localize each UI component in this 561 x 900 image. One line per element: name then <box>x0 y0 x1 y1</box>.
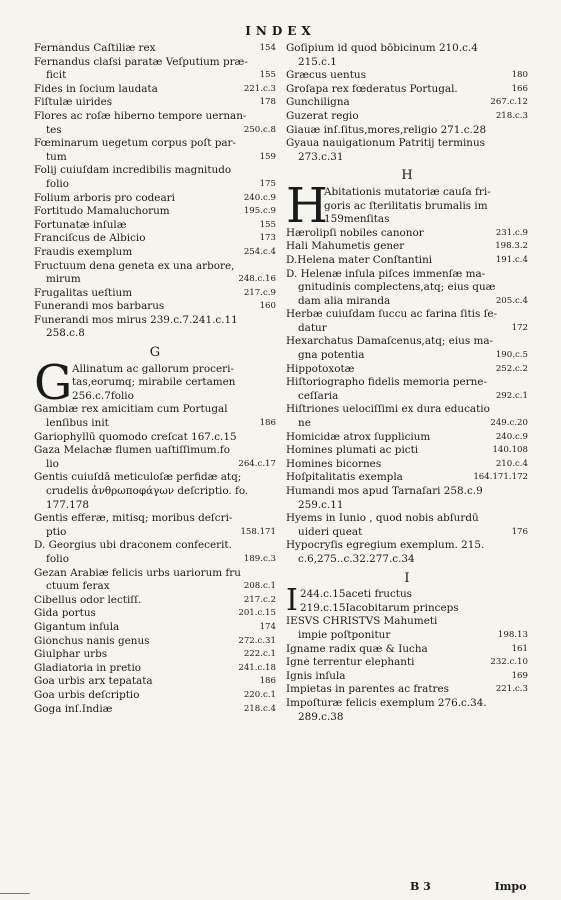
entry-text: Groſapa rex fœderatus Portugal. <box>286 82 458 95</box>
continuation-text: c.6,275..c.32.277.c.34 <box>298 552 415 565</box>
entry-reference: 292.c.1 <box>495 390 528 401</box>
index-entry <box>34 56 276 83</box>
entry-reference: 250.c.8 <box>243 124 276 135</box>
entry-text: Fernandus Caſtiliæ rex <box>34 42 156 54</box>
continuation-text: folio <box>46 552 70 565</box>
continuation-text: gnitudinis complectens,atq; eius quæ <box>298 281 496 294</box>
index-entry <box>286 363 528 377</box>
index-entry <box>34 444 276 471</box>
entry-text: Homines bicornes <box>286 457 382 470</box>
index-entry <box>34 675 276 689</box>
entry-reference: 186 <box>259 676 276 687</box>
entry-reference: 248.c.16 <box>238 274 276 285</box>
entry-text: Gentis efferæ, mitisq; moribus deſcri- <box>34 512 233 525</box>
section-letter: I <box>404 570 410 586</box>
entry-continuation <box>34 485 276 499</box>
index-entry <box>34 232 276 246</box>
entry-text: Hoſpitalitatis exempla <box>286 471 403 484</box>
continuation-text: 215.c.1 <box>298 55 337 68</box>
entry-text: Cibellus odor lectiſſ. <box>34 593 142 606</box>
entry-text: Homicidæ atrox ſupplicium <box>286 430 431 443</box>
entry-text: Gambiæ rex amicitiam cum Portugal <box>34 403 228 416</box>
entry-text: Fraudis exemplum <box>34 245 133 258</box>
entry-continuation <box>286 151 528 165</box>
section-letter: H <box>401 168 413 184</box>
entry-text: Gyaua nauigationum Patritij terminus <box>286 137 485 150</box>
entry-text: Frugalitas ueſtium <box>34 286 133 299</box>
index-entry <box>34 539 276 566</box>
index-entry <box>34 689 276 703</box>
entry-text: goris ac ſterilitatis brumalis im <box>324 199 488 212</box>
entry-text: folio <box>110 389 134 402</box>
entry-reference: 272.c.31 <box>238 635 276 646</box>
continuation-text: uideri queat <box>298 525 363 538</box>
entry-text: Fiſtulæ uirides <box>34 96 113 109</box>
index-entry <box>34 110 276 137</box>
entry-text: Gladiatoria in pretio <box>34 661 142 674</box>
entry-reference: 218.c.4 <box>243 703 276 714</box>
continuation-text: ficit <box>46 69 67 82</box>
index-entry <box>34 512 276 539</box>
index-entry <box>286 240 528 254</box>
entry-reference: 186 <box>259 418 276 429</box>
entry-text: Iacobitarum princeps <box>345 601 459 614</box>
index-entry <box>286 683 528 697</box>
entry-continuation <box>286 281 528 295</box>
index-entry <box>286 227 528 241</box>
entry-reference: 201.c.15 <box>238 608 276 619</box>
continuation-text: 258.c.8 <box>46 327 85 340</box>
entry-continuation <box>286 526 528 540</box>
continuation-text: 177.178 <box>46 498 89 511</box>
entry-reference: 164.171.172 <box>473 472 528 483</box>
entry-continuation <box>286 629 528 643</box>
entry-text: Igname radix quæ & Iucha <box>286 642 428 655</box>
entry-text: Gariophyllū quomodo creſcat 167.c.15 <box>34 430 237 443</box>
entry-continuation <box>34 499 276 513</box>
entry-reference: 155 <box>259 219 276 230</box>
index-entry <box>34 621 276 635</box>
entry-text: Impietas in parentes ac fratres <box>286 683 449 696</box>
continuation-text: lio <box>46 457 59 470</box>
continuation-text: ceſſaria <box>298 389 339 402</box>
entry-text: Gunchiligna <box>286 96 350 109</box>
section-letter: G <box>149 345 161 361</box>
index-entry <box>286 42 528 69</box>
dropcap-line <box>72 390 276 404</box>
entry-text: D.Helena mater Conſtantini <box>286 253 433 266</box>
bottom-rule <box>0 893 30 894</box>
index-entry <box>34 635 276 649</box>
index-entry <box>286 268 528 309</box>
entry-reference: 252.c.2 <box>495 363 528 374</box>
entry-reference: 159 <box>259 151 276 162</box>
index-entry <box>34 287 276 301</box>
entry-reference: 218.c.3 <box>495 110 528 121</box>
entry-reference: 191.c.4 <box>495 254 528 265</box>
continuation-text: tum <box>46 150 67 163</box>
left-column <box>34 42 276 716</box>
dropcap-entry <box>286 583 528 619</box>
entry-text: Fœminarum uegetum corpus poſt par- <box>34 137 237 150</box>
entry-reference: 154 <box>259 43 276 53</box>
entry-continuation <box>286 56 528 70</box>
entry-reference: 241.c.18 <box>238 662 276 673</box>
entry-reference: 256.c.7 <box>72 389 111 402</box>
index-entry <box>286 615 528 642</box>
entry-text: Homines plumati ac picti <box>286 444 419 457</box>
entry-reference: 217.c.9 <box>243 287 276 298</box>
entry-text: Goa urbis deſcriptio <box>34 688 140 701</box>
entry-continuation <box>286 417 528 431</box>
entry-reference: 208.c.1 <box>243 581 276 592</box>
entry-continuation <box>34 178 276 192</box>
drop-capital: I <box>286 583 298 619</box>
entry-continuation <box>34 69 276 83</box>
index-entry <box>34 648 276 662</box>
index-entry <box>34 42 276 56</box>
index-entry <box>286 335 528 362</box>
dropcap-line <box>324 213 528 227</box>
index-entry <box>34 137 276 164</box>
entry-continuation <box>34 273 276 287</box>
entry-reference: 210.c.4 <box>495 458 528 469</box>
entry-reference: 221.c.3 <box>243 83 276 94</box>
entry-reference: 232.c.10 <box>490 657 528 668</box>
entry-text: Fructuum dena geneta ex una arbore, <box>34 259 235 272</box>
entry-text: Gezan Arabiæ felicis urbs uariorum fru <box>34 566 241 579</box>
index-entry <box>286 512 528 539</box>
entry-reference: 140.108 <box>492 445 528 456</box>
index-entry <box>286 69 528 83</box>
entry-reference: 160 <box>259 301 276 312</box>
entry-reference: 189.c.3 <box>243 553 276 564</box>
index-entry <box>286 471 528 485</box>
entry-text: Gentis cuiuſdā meticuloſæ perfidæ atq; <box>34 471 242 484</box>
drop-capital: G <box>34 354 73 411</box>
entry-text: menſitas <box>343 213 390 226</box>
entry-text: Græcus uentus <box>286 69 366 82</box>
entry-reference: 195.c.9 <box>243 206 276 217</box>
index-entry <box>286 124 528 138</box>
entry-text: Fortitudo Mamaluchorum <box>34 205 170 218</box>
entry-continuation <box>34 580 276 594</box>
entry-text: Folium arboris pro codeari <box>34 191 175 204</box>
entry-reference: 249.c.20 <box>490 418 528 429</box>
index-entry <box>34 403 276 430</box>
entry-text: Guzerat regio <box>286 109 359 122</box>
entry-text: Gaza Melachæ flumen uaſtiſſimum.fo <box>34 444 231 457</box>
entry-continuation <box>34 151 276 165</box>
entry-text: IESVS CHRISTVS Mahumeti <box>286 615 438 628</box>
continuation-text: folio <box>46 177 70 190</box>
page-footer <box>400 880 526 893</box>
entry-text: Goga inſ.Indiæ <box>34 702 113 715</box>
index-entry <box>34 471 276 512</box>
index-entry <box>286 96 528 110</box>
entry-text: Fortunatæ inſulæ <box>34 218 127 231</box>
index-entry <box>286 656 528 670</box>
entry-text: Flores ac roſæ hiberno tempore uernan- <box>34 109 247 122</box>
entry-reference: 254.c.4 <box>243 246 276 257</box>
index-entry <box>34 246 276 260</box>
continuation-text: mirum <box>46 273 81 286</box>
entry-reference: 155 <box>259 70 276 81</box>
entry-reference: 240.c.9 <box>495 431 528 442</box>
entry-text: Igne terrentur elephanti <box>286 656 415 669</box>
entry-reference: 244.c.15 <box>300 588 346 601</box>
entry-continuation <box>286 711 528 725</box>
entry-reference: 176 <box>511 526 528 537</box>
dropcap-line <box>324 186 528 200</box>
entry-reference: 180 <box>511 70 528 81</box>
entry-text: Hiſtoriographo fidelis memoria perne- <box>286 376 487 389</box>
page-header: INDEX <box>245 24 316 38</box>
entry-text: Hali Mahumetis gener <box>286 240 405 253</box>
index-entry <box>34 314 276 341</box>
entry-continuation <box>286 322 528 336</box>
continuation-text: ctuum ferax <box>46 580 110 593</box>
index-entry <box>286 254 528 268</box>
entry-text: Funerandi mos mirus 239.c.7.241.c.11 <box>34 313 238 326</box>
entry-text: Abitationis mutatoriæ cauſa fri- <box>324 185 491 198</box>
entry-reference: 219.c.15 <box>300 601 346 614</box>
index-entry <box>286 444 528 458</box>
entry-text: D. Georgius ubi draconem confecerit. <box>34 539 232 552</box>
index-entry <box>34 662 276 676</box>
index-entry <box>286 308 528 335</box>
entry-reference: 174 <box>259 621 276 632</box>
index-entry <box>34 219 276 233</box>
index-entry <box>34 300 276 314</box>
index-entry <box>286 83 528 97</box>
continuation-text: lenſibus init <box>46 417 109 430</box>
entry-text: tas,eorumq; mirabile certamen <box>72 376 236 389</box>
entry-text: Goa urbis arx tepatata <box>34 675 153 688</box>
index-entry <box>34 703 276 717</box>
entry-reference: 175 <box>259 178 276 189</box>
index-entry <box>34 594 276 608</box>
continuation-text: crudelis ἀνθρωποφάγων deſcriptio. fo. <box>46 485 249 497</box>
drop-capital: H <box>286 177 328 234</box>
entry-text: Giauæ inſ.ſitus,mores,religio 271.c.28 <box>286 123 487 136</box>
entry-text: aceti fructus <box>345 588 412 601</box>
index-entry <box>34 205 276 219</box>
continuation-text: tes <box>46 123 62 136</box>
entry-reference: 205.c.4 <box>495 295 528 306</box>
entry-text: Allinatum ac gallorum proceri- <box>72 362 234 375</box>
index-entry <box>286 643 528 657</box>
entry-continuation <box>34 526 276 540</box>
index-entry <box>34 431 276 445</box>
index-entry <box>286 403 528 430</box>
entry-reference: 173 <box>259 233 276 244</box>
entry-reference: 158.171 <box>240 526 276 537</box>
index-entry <box>34 83 276 97</box>
entry-reference: 222.c.1 <box>243 649 276 660</box>
entry-text: Hyems in Iunio , quod nobis abſurdū <box>286 512 479 525</box>
entry-reference: 231.c.9 <box>495 227 528 238</box>
entry-text: Folij cuiuſdam incredibilis magnitudo <box>34 164 232 177</box>
entry-text: Hypocryſis egregium exemplum. 215. <box>286 539 485 552</box>
entry-reference: 198.13 <box>497 629 528 640</box>
entry-reference: 159 <box>324 213 344 226</box>
index-entry <box>300 588 528 602</box>
index-entry <box>286 697 528 724</box>
index-entry <box>286 110 528 124</box>
entry-text: Humandi mos apud Tarnaſari 258.c.9 <box>286 485 483 497</box>
index-entry <box>34 192 276 206</box>
signature-mark: B 3 <box>410 880 431 893</box>
entry-text: Hærolipſi nobiles canonor <box>286 226 424 239</box>
entry-reference: 217.c.2 <box>243 594 276 605</box>
entry-text: Gida portus <box>34 607 96 620</box>
entry-text: Funerandi mos barbarus <box>34 300 165 313</box>
entry-reference: 198.3.2 <box>495 241 528 252</box>
entry-reference: 240.c.9 <box>243 192 276 203</box>
entry-continuation <box>34 327 276 341</box>
entry-text: Impoſturæ felicis exemplum 276.c.34. <box>286 696 487 709</box>
continuation-text: dam alia miranda <box>298 294 391 307</box>
entry-reference: 161 <box>511 643 528 654</box>
continuation-text: 259.c.11 <box>298 498 344 511</box>
entry-reference: 166 <box>511 83 528 94</box>
entry-text: Fernandus claſsi paratæ Veſputium præ- <box>34 55 248 68</box>
entry-reference: 172 <box>511 322 528 333</box>
entry-continuation <box>286 553 528 567</box>
entry-reference: 169 <box>511 670 528 681</box>
entry-reference: 221.c.3 <box>495 684 528 695</box>
index-entry <box>300 602 528 616</box>
entry-reference: 178 <box>259 97 276 108</box>
index-entry <box>34 96 276 110</box>
entry-reference: 264.c.17 <box>238 458 276 469</box>
index-entry <box>286 539 528 566</box>
entry-text: Giulphar urbs <box>34 648 108 661</box>
entry-continuation <box>286 499 528 513</box>
entry-continuation <box>34 553 276 567</box>
right-column <box>286 42 528 724</box>
dropcap-line <box>72 376 276 390</box>
entry-text: Hexarchatus Damaſcenus,atq; eius ma- <box>286 335 494 348</box>
dropcap-line <box>324 200 528 214</box>
index-entry <box>34 260 276 287</box>
entry-text: Gigantum inſula <box>34 620 120 633</box>
dropcap-line <box>72 363 276 377</box>
entry-reference: 190.c.5 <box>495 350 528 361</box>
entry-text: Goſipium id quod bōbicinum 210.c.4 <box>286 42 478 54</box>
entry-continuation <box>286 390 528 404</box>
continuation-text: gna potentia <box>298 349 365 362</box>
index-entry <box>286 376 528 403</box>
continuation-text: ptio <box>46 525 67 538</box>
index-entry <box>286 670 528 684</box>
entry-continuation <box>286 349 528 363</box>
entry-text: Ignis inſula <box>286 669 346 682</box>
index-entry <box>34 607 276 621</box>
index-entry <box>286 137 528 164</box>
entry-reference: 267.c.12 <box>490 97 528 108</box>
continuation-text: impie poſtponitur <box>298 628 391 641</box>
catchword: Impo <box>494 880 527 893</box>
entry-continuation <box>34 458 276 472</box>
continuation-text: ne <box>298 417 311 430</box>
entry-continuation <box>34 124 276 138</box>
continuation-text: 273.c.31 <box>298 150 344 163</box>
index-entry <box>286 458 528 472</box>
continuation-text: datur <box>298 321 327 334</box>
entry-continuation <box>34 417 276 431</box>
entry-text: Fides in ſocium laudata <box>34 82 158 95</box>
entry-text: Hippotoxotæ <box>286 362 355 375</box>
entry-continuation <box>286 295 528 309</box>
entry-text: Franciſcus de Albicio <box>34 232 146 245</box>
continuation-text: 289.c.38 <box>298 710 344 723</box>
entry-text: Herbæ cuiuſdam ſuccu ac farina ſitis ſe- <box>286 308 498 321</box>
entry-text: Gionchus nanis genus <box>34 634 150 647</box>
index-entry <box>286 431 528 445</box>
entry-reference: 220.c.1 <box>243 689 276 700</box>
entry-text: Hiſtriones uelociſſimi ex dura educatio <box>286 403 490 416</box>
entry-text: D. Helenæ inſula piſces immenſæ ma- <box>286 267 486 280</box>
index-entry <box>34 164 276 191</box>
index-entry <box>34 567 276 594</box>
index-entry <box>286 485 528 512</box>
